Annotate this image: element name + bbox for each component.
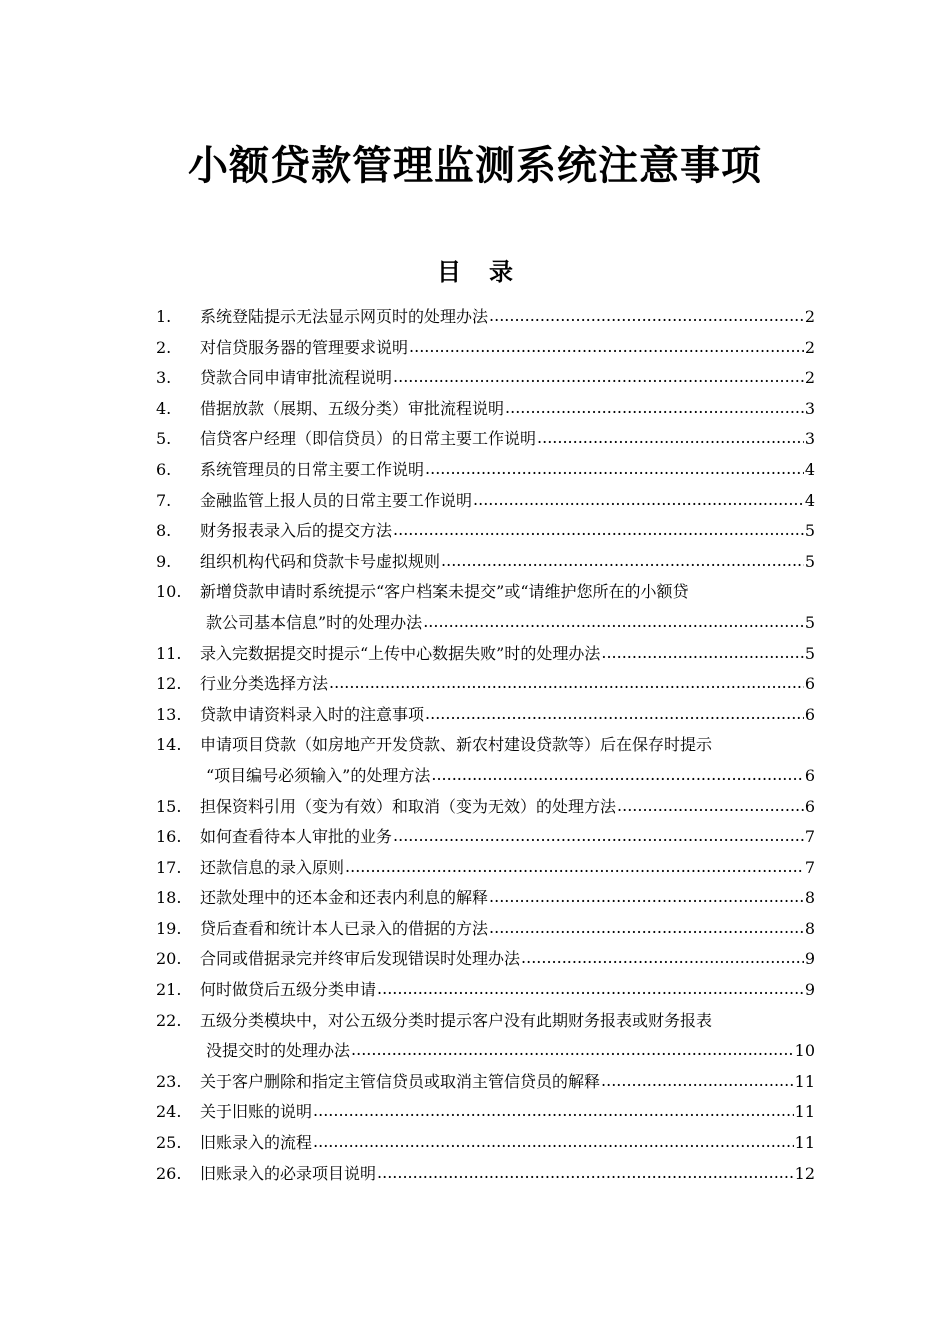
toc-entry[interactable] [150,455,815,486]
toc-entry-line [150,700,815,731]
toc-entry-line [150,1128,815,1159]
toc-entry[interactable] [150,1067,815,1098]
toc-entry-number: 11. [156,643,182,663]
toc-dot-leader [393,515,804,546]
toc-entry-number: 5. [156,429,172,449]
toc-entry-text: 没提交时的处理办法 [206,1041,351,1061]
toc-entry-text: 关于旧账的说明 [200,1102,313,1122]
toc-dot-leader [537,423,804,454]
toc-entry-text: 款公司基本信息”时的处理办法 [206,612,423,632]
toc-entry-line [150,883,815,914]
toc-entry-number: 23. [156,1071,182,1091]
toc-entry-line [150,730,815,761]
toc-entry-line [150,975,815,1006]
toc-entry-line [150,302,815,333]
toc-entry[interactable] [150,883,815,914]
toc-entry-number: 24. [156,1102,182,1122]
toc-entry-line [150,669,815,700]
toc-dot-leader [409,332,804,363]
toc-page-number: 2 [804,307,815,326]
toc-heading [0,255,950,289]
toc-entry-number: 8. [156,521,172,541]
toc-entry[interactable] [150,1128,815,1159]
toc-entry-number: 21. [156,980,182,1000]
toc-page-number: 5 [804,612,815,632]
toc-heading-char-2: 录 [489,257,513,286]
toc-page-number: 12 [794,1163,815,1183]
toc-page-number: 7 [804,857,815,877]
toc-dot-leader [329,668,804,699]
toc-dot-leader [617,791,804,822]
toc-page-number: 6 [804,765,815,785]
toc-dot-leader [601,638,803,669]
toc-entry-number: 13. [156,704,182,724]
toc-entry-number: 22. [156,1010,182,1030]
toc-entry-number: 12. [156,674,182,694]
toc-entry-number: 15. [156,796,182,816]
toc-entry-number: 16. [156,827,182,847]
toc-dot-leader [489,301,804,332]
toc-page-number: 11 [794,1071,815,1091]
toc-entry-number: 2. [156,337,172,357]
toc-dot-leader [345,852,804,883]
toc-entry-text: 贷后查看和统计本人已录入的借据的方法 [200,918,489,938]
toc-entry-line [150,792,815,823]
toc-page-number: 8 [804,888,815,908]
toc-entry[interactable] [150,639,815,670]
toc-page-number: 6 [804,796,815,816]
toc-entry-text: 合同或借据录完并终审后发现错误时处理办法 [200,949,521,969]
toc-entry[interactable] [150,1097,815,1128]
toc-entry-line [150,577,815,608]
toc-entry-text: 何时做贷后五级分类申请 [200,980,377,1000]
toc-entry[interactable] [150,333,815,364]
toc-entry-number: 4. [156,398,172,418]
toc-entry-text: 旧账录入的流程 [200,1133,313,1153]
toc-entry-line [150,486,815,517]
toc-dot-leader [313,1096,794,1127]
toc-dot-leader [601,1066,794,1097]
toc-entry-line [150,1006,815,1037]
toc-dot-leader [377,1158,794,1189]
toc-entry-text: 系统管理员的日常主要工作说明 [200,459,425,479]
toc-page-number: 5 [804,551,815,571]
toc-entry-line [150,424,815,455]
toc-entry[interactable] [150,424,815,455]
toc-entry[interactable] [150,547,815,578]
toc-dot-leader [377,974,804,1005]
toc-dot-leader [425,699,804,730]
toc-entry-text: 录入完数据提交时提示“上传中心数据失败”时的处理办法 [200,643,601,663]
toc-entry-line [150,394,815,425]
toc-entry-text: 组织机构代码和贷款卡号虚拟规则 [200,551,441,571]
toc-dot-leader [521,943,804,974]
toc-entry-text: 还款信息的录入原则 [200,857,345,877]
toc-entry-line [150,333,815,364]
toc-page-number: 10 [794,1041,815,1061]
toc-entry-text: 借据放款（展期、五级分类）审批流程说明 [200,398,505,418]
table-of-contents [150,302,815,1189]
toc-entry-line [150,1067,815,1098]
toc-dot-leader [393,362,804,393]
toc-entry-number: 6. [156,459,172,479]
toc-entry[interactable] [150,394,815,425]
toc-entry-number: 9. [156,551,172,571]
toc-entry-text: 财务报表录入后的提交方法 [200,521,393,541]
toc-entry-number: 1. [156,307,172,326]
toc-entry[interactable] [150,1006,815,1067]
toc-entry[interactable] [150,975,815,1006]
toc-entry-line [150,639,815,670]
toc-entry-number: 17. [156,857,182,877]
toc-dot-leader [351,1035,794,1066]
toc-entry-line [150,914,815,945]
toc-page-number: 5 [804,643,815,663]
toc-entry[interactable] [150,944,815,975]
toc-entry-number: 26. [156,1163,182,1183]
toc-entry-line [150,455,815,486]
toc-page-number: 6 [804,674,815,694]
toc-entry-line [150,363,815,394]
toc-entry[interactable] [150,302,815,333]
toc-entry-text: 担保资料引用（变为有效）和取消（变为无效）的处理方法 [200,796,617,816]
toc-entry[interactable] [150,792,815,823]
toc-entry-text: 申请项目贷款（如房地产开发贷款、新农村建设贷款等）后在保存时提示 [200,735,713,755]
toc-entry[interactable] [150,363,815,394]
toc-entry[interactable] [150,1159,815,1190]
toc-entry-number: 20. [156,949,182,969]
toc-entry-text: 贷款申请资料录入时的注意事项 [200,704,425,724]
toc-entry-line [150,944,815,975]
toc-page-number: 8 [804,918,815,938]
toc-entry-line [150,547,815,578]
toc-page-number: 4 [804,459,815,479]
toc-dot-leader [393,821,804,852]
toc-entry-text: 关于客户删除和指定主管信贷员或取消主管信贷员的解释 [200,1071,601,1091]
toc-page-number: 7 [804,827,815,847]
toc-page-number: 3 [804,398,815,418]
toc-page-number: 9 [804,980,815,1000]
toc-entry-line [150,761,815,792]
toc-page-number: 9 [804,949,815,969]
toc-entry-text: 系统登陆提示无法显示网页时的处理办法 [200,307,489,326]
toc-page-number: 11 [794,1102,815,1122]
toc-entry-number: 14. [156,735,182,755]
toc-entry-line [150,1159,815,1190]
toc-dot-leader [423,607,804,638]
toc-page-number: 2 [804,368,815,388]
toc-page-number: 3 [804,429,815,449]
toc-entry-line [150,822,815,853]
toc-entry-line [150,853,815,884]
toc-entry[interactable] [150,822,815,853]
toc-entry-number: 3. [156,368,172,388]
toc-entry-text: 如何查看待本人审批的业务 [200,827,393,847]
toc-entry-line [150,516,815,547]
toc-page-number: 5 [804,521,815,541]
toc-entry-text: “项目编号必须输入”的处理方法 [206,765,431,785]
toc-entry-number: 10. [156,582,182,602]
toc-entry-number: 7. [156,490,172,510]
toc-entry[interactable] [150,577,815,638]
toc-page-number: 2 [804,337,815,357]
toc-entry-text: 还款处理中的还本金和还表内利息的解释 [200,888,489,908]
toc-dot-leader [313,1127,794,1158]
toc-entry-text: 旧账录入的必录项目说明 [200,1163,377,1183]
toc-entry[interactable] [150,853,815,884]
toc-entry[interactable] [150,486,815,517]
toc-entry-line [150,608,815,639]
toc-dot-leader [489,882,804,913]
toc-entry-number: 18. [156,888,182,908]
toc-dot-leader [425,454,804,485]
toc-entry-line [150,1036,815,1067]
toc-entry-text: 对信贷服务器的管理要求说明 [200,337,409,357]
toc-entry[interactable] [150,730,815,791]
toc-dot-leader [431,760,803,791]
toc-entry-text: 金融监管上报人员的日常主要工作说明 [200,490,473,510]
toc-dot-leader [441,546,804,577]
toc-entry-text: 行业分类选择方法 [200,674,329,694]
toc-entry-number: 19. [156,918,182,938]
toc-dot-leader [473,485,804,516]
toc-entry-text: 五级分类模块中，对公五级分类时提示客户没有此期财务报表或财务报表 [200,1010,713,1030]
toc-entry[interactable] [150,516,815,547]
toc-entry-number: 25. [156,1133,182,1153]
toc-heading-char-1: 目 [437,257,461,286]
document-title: 小额贷款管理监测系统注意事项 [188,142,762,189]
toc-page-number: 4 [804,490,815,510]
toc-dot-leader [489,913,804,944]
toc-entry[interactable] [150,700,815,731]
toc-entry[interactable] [150,914,815,945]
toc-entry[interactable] [150,669,815,700]
toc-entry-text: 信贷客户经理（即信贷员）的日常主要工作说明 [200,429,537,449]
toc-entry-text: 新增贷款申请时系统提示“客户档案未提交”或“请维护您所在的小额贷 [200,582,689,602]
toc-page-number: 11 [794,1133,815,1153]
toc-entry-line [150,1097,815,1128]
toc-dot-leader [505,393,804,424]
toc-page-number: 6 [804,704,815,724]
toc-entry-text: 贷款合同申请审批流程说明 [200,368,393,388]
